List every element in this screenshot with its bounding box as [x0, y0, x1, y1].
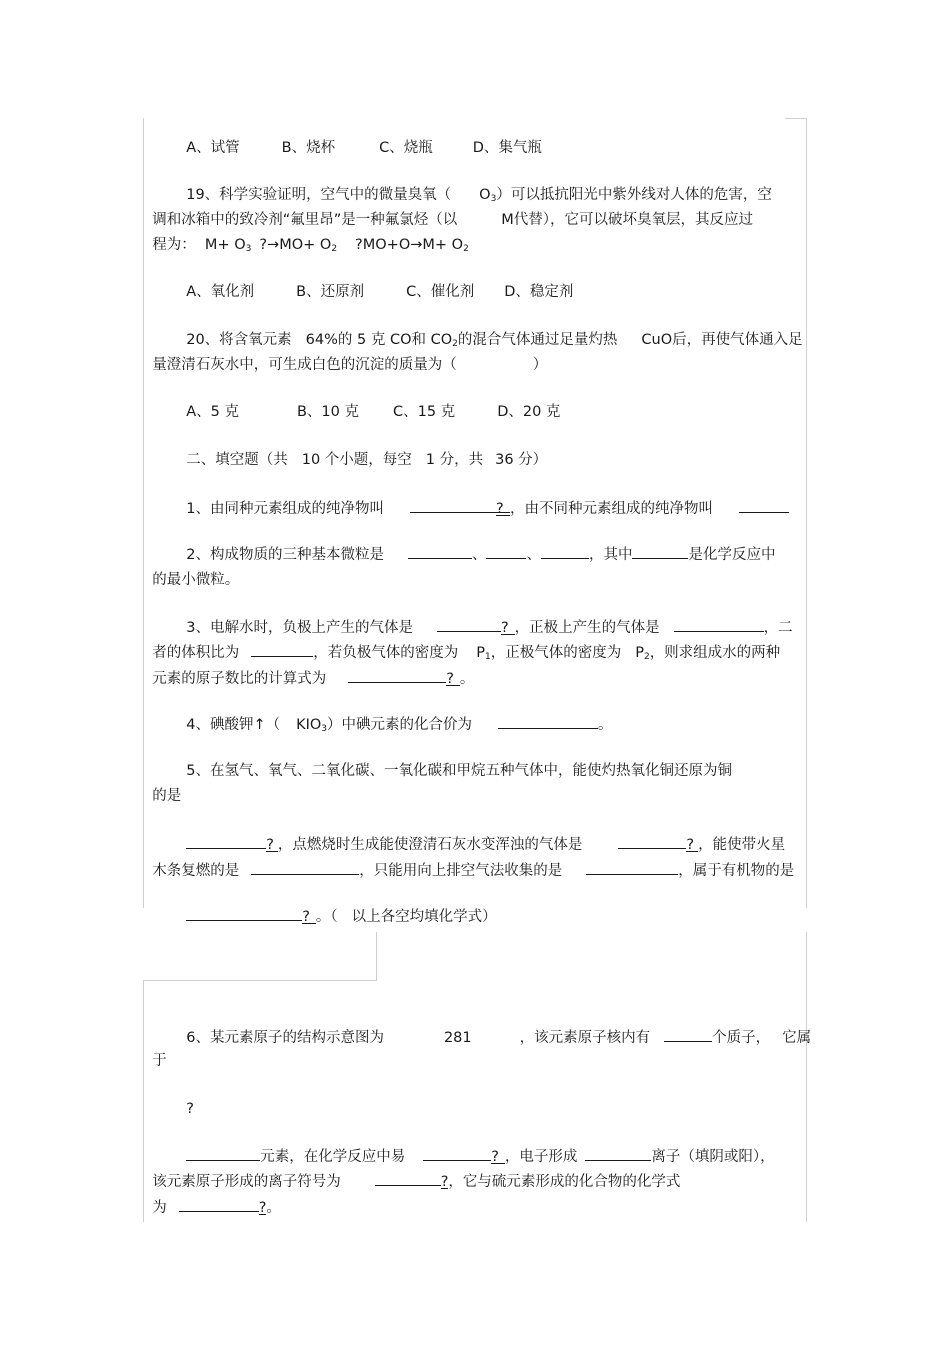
f3-density-sub: 2 [643, 652, 650, 662]
f3-text: 3、电解水时，负极上产生的气体是 [186, 620, 413, 636]
f3-density: P [635, 645, 644, 661]
q19-option-a: A、氧化剂 [186, 284, 255, 300]
f3-text: ，则求组成水的两种 [649, 645, 781, 661]
section-heading-part: 1 分，共 [425, 452, 484, 468]
q20-option-d: D、20 克 [497, 404, 561, 420]
q20-option-b: B、10 克 [296, 404, 359, 420]
f6-mark: ? [491, 1147, 505, 1164]
f1-blank-1[interactable] [410, 498, 510, 513]
f6-blank-6[interactable] [179, 1197, 259, 1212]
f6-text: 元素，在化学反应中易 [260, 1149, 406, 1165]
f6-text: ，电子形成 [504, 1149, 578, 1165]
atomic-structure-diagram: 281 [443, 1030, 472, 1046]
f4-blank-1[interactable] [498, 714, 598, 729]
f2-sep: 、 [471, 547, 487, 563]
f1-text: 1、由同种元素组成的纯净物叫 [186, 501, 384, 517]
f2-text: 2、构成物质的三种基本微粒是 [186, 547, 384, 563]
f5-text: ，只能用向上排空气法收集的是 [359, 863, 563, 879]
f3-density: P [476, 645, 485, 661]
f6-text: 离子（填阴或阳）， [651, 1149, 775, 1165]
f3-text: ，正极上产生的气体是 [514, 620, 660, 636]
fill-q2-line2 [143, 550, 239, 590]
f6-mark: ? [258, 1200, 267, 1216]
q19-text: 调和冰箱中的致冷剂“氟里昂”是一种氟氯烃（以 [152, 212, 458, 228]
q18-option-b: B、烧杯 [281, 140, 336, 156]
f6-blank-5[interactable] [375, 1171, 441, 1186]
frame-mid-bottom [143, 980, 377, 981]
q18-option-d: D、集气瓶 [472, 140, 542, 156]
fill-q6-line2 [143, 1031, 167, 1071]
q19-option-d: D、稳定剂 [504, 284, 574, 300]
q19-equation [143, 215, 469, 259]
f5-text: 的是 [152, 788, 182, 804]
q19-eq-sub: 2 [331, 244, 338, 254]
q19-ozone-sub: 3 [490, 194, 497, 204]
f3-mark: ? [501, 618, 515, 635]
f4-text: 4、碘酸钾↑（ [186, 717, 281, 733]
frame-right-upper [806, 118, 807, 908]
section-heading-part: 二、填空题（共 [186, 452, 288, 468]
f2-text: 的最小微粒。 [152, 572, 240, 588]
f2-blank-1[interactable] [408, 544, 472, 559]
f6-text: 。 [266, 1200, 281, 1216]
fill-q2-line1 [177, 524, 775, 565]
f2-sep: 、 [526, 547, 541, 563]
q18-option-c: C、烧瓶 [379, 140, 433, 156]
fill-q6-line6 [143, 1177, 281, 1218]
f6-text: 6、某元素原子的结构示意图为 [186, 1030, 384, 1046]
f3-blank-4[interactable] [348, 668, 446, 683]
q20-option-c: C、15 克 [393, 404, 456, 420]
f2-text: ，其中 [588, 547, 633, 563]
q19-text: ）可以抵抗阳光中紫外线对人体的危害，空 [496, 187, 772, 203]
f6-text: 为 [152, 1200, 167, 1216]
fill-q1 [177, 478, 789, 519]
q20-sub: 2 [452, 339, 458, 349]
q20-options [177, 382, 560, 422]
f3-text: 者的体积比为 [152, 645, 240, 661]
f3-text: ，二 [763, 620, 793, 636]
f6-text: ，该元素原子核内有 [519, 1030, 651, 1046]
fill-q4 [177, 694, 613, 739]
f5-text: ，能使带火星 [698, 837, 786, 853]
fill-q6-line3 [177, 1079, 194, 1119]
f3-text: 元素的原子数比的计算式为 [152, 671, 327, 687]
q20-text: 量澄清石灰水中，可生成白色的沉淀的质量为（ [152, 357, 457, 373]
f1-mark: ? [496, 499, 510, 516]
q19-option-c: C、催化剂 [406, 284, 475, 300]
f5-text: ，属于有机物的是 [678, 863, 795, 879]
section-heading [177, 430, 547, 470]
frame-mid-divider [376, 932, 377, 980]
fill-q5-line2 [143, 766, 181, 806]
f2-blank-2[interactable] [486, 544, 526, 559]
f3-text: 。 [459, 671, 475, 687]
q19-eq-part: 程为： M+ O [152, 237, 246, 253]
fill-q3-line3 [143, 648, 474, 689]
f6-mark: ? [440, 1174, 449, 1190]
q19-ozone: O [479, 187, 491, 203]
f6-text: 于 [152, 1053, 167, 1069]
f3-mark: ? [446, 669, 460, 686]
f1-blank-2[interactable] [739, 498, 789, 513]
f2-text: 是化学反应中 [688, 547, 776, 563]
f5-blank-4[interactable] [586, 860, 678, 875]
f5-blank-3[interactable] [251, 860, 359, 875]
section-heading-part: 36 分） [495, 452, 548, 468]
f5-mark: ? [266, 835, 278, 852]
q20-line2 [143, 335, 547, 375]
section-heading-part: 10 个小题，每空 [301, 452, 412, 468]
f5-blank-5[interactable] [186, 906, 302, 921]
f2-blank-3[interactable] [541, 544, 589, 559]
q19-eq-sub: 3 [245, 244, 252, 254]
q19-option-b: B、还原剂 [296, 284, 365, 300]
f4-text: 。 [598, 717, 613, 733]
f6-text: 该元素原子形成的离子符号为 [152, 1174, 341, 1190]
q19-eq-sub: 2 [463, 244, 469, 254]
q19-text: M代替），它可以破坏臭氧层，其反应过 [501, 212, 754, 228]
q20-option-a: A、5 克 [186, 404, 239, 420]
fill-q5-line4 [143, 840, 794, 881]
f3-density-sub: 1 [484, 652, 491, 662]
f5-text: ，点燃烧时生成能使澄清石灰水变浑浊的气体是 [277, 837, 583, 853]
f3-text: ，若负极气体的密度为 [313, 645, 459, 661]
frame-right-lower [806, 932, 807, 1222]
f5-text: 以上各空均填化学式） [351, 909, 497, 925]
q18-option-a: A、试管 [186, 140, 240, 156]
f1-text: ，由不同种元素组成的纯净物叫 [509, 501, 713, 517]
q20-text: 20、将含氧元素 [186, 332, 292, 348]
q19-options [177, 262, 573, 302]
f3-text: ，正极气体的密度为 [490, 645, 622, 661]
f5-text: 5、在氢气、氧气、二氧化碳、一氧化碳和甲烷五种气体中，能使灼热氧化铜还原为铜 [186, 763, 732, 779]
f6-text: ，它与硫元素形成的化合物的化学式 [448, 1174, 681, 1190]
f5-mark: ? [302, 907, 316, 924]
f2-blank-4[interactable] [632, 544, 688, 559]
q19-eq-part: ?MO+O→M+ O [355, 237, 464, 253]
f5-text: 。（ [315, 909, 338, 925]
f4-formula-sub: 3 [321, 724, 328, 734]
q20-text: 64%的 5 克 CO和 CO [305, 332, 453, 348]
f4-text: ）中碘元素的化合价为 [327, 717, 473, 733]
q19-eq-part: ?→MO+ O [259, 237, 332, 253]
f6-text: 它属 [782, 1030, 812, 1046]
q19-text: 19、科学实验证明，空气中的微量臭氧（ [186, 187, 452, 203]
f6-text: 个质子， [712, 1030, 771, 1046]
f5-mark: ? [686, 835, 698, 852]
f5-text: 木条复燃的是 [152, 863, 240, 879]
q18-options [177, 118, 542, 158]
f4-formula: KIO [296, 717, 322, 733]
fill-q5-line5 [177, 886, 497, 927]
frame-top [785, 118, 807, 119]
q20-text: ） [532, 357, 548, 373]
q20-text: 的混合气体通过足量灼热 [457, 332, 618, 348]
f6-mark: ? [186, 1101, 194, 1117]
f6-blank-1[interactable] [664, 1027, 712, 1042]
fill-q6-line1 [177, 1007, 811, 1048]
q20-text: CuO后，再使气体通入足 [641, 332, 803, 348]
fill-q5-line1 [177, 741, 732, 781]
